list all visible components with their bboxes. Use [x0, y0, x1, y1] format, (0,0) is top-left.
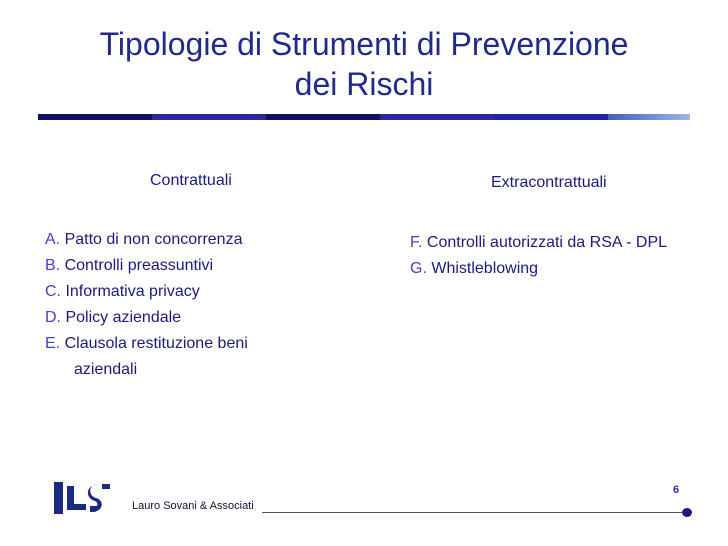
item-text: Controlli autorizzati da RSA - DPL: [426, 234, 668, 251]
item-letter: G.: [410, 260, 427, 277]
left-list: [45, 227, 315, 383]
footer-company-name: Lauro Sovani & Associati: [132, 500, 254, 512]
slide-title: [30, 24, 698, 104]
item-letter: D.: [45, 309, 61, 326]
right-column-heading: Extracontrattuali: [491, 174, 607, 191]
item-letter: B.: [45, 257, 61, 274]
footer-dot: [682, 508, 692, 517]
title-line-2: dei Rischi: [294, 66, 434, 102]
item-letter: E.: [45, 335, 61, 352]
list-item: [45, 227, 315, 253]
right-list: [410, 230, 710, 282]
left-column-heading: Contrattuali: [150, 172, 232, 189]
item-letter: A.: [45, 231, 61, 248]
list-item: [45, 253, 315, 279]
list-item: [45, 279, 315, 305]
item-text: Informativa privacy: [65, 283, 200, 300]
item-letter: C.: [45, 283, 61, 300]
list-item: [410, 256, 710, 282]
item-text: Whistleblowing: [431, 260, 539, 277]
list-item: [45, 331, 315, 383]
item-text: Clausola restituzione beni aziendali: [64, 335, 248, 378]
page-number: 6: [673, 484, 680, 496]
list-item: [45, 305, 315, 331]
title-underline-bar: [38, 114, 690, 120]
footer-line: [262, 512, 682, 513]
list-item: [410, 230, 710, 256]
item-text: Policy aziendale: [65, 309, 182, 326]
item-text: Patto di non concorrenza: [64, 231, 243, 248]
company-logo: [50, 478, 120, 518]
title-line-1: Tipologie di Strumenti di Prevenzione: [99, 26, 629, 62]
item-text: Controlli preassuntivi: [64, 257, 214, 274]
item-letter: F.: [410, 234, 423, 251]
